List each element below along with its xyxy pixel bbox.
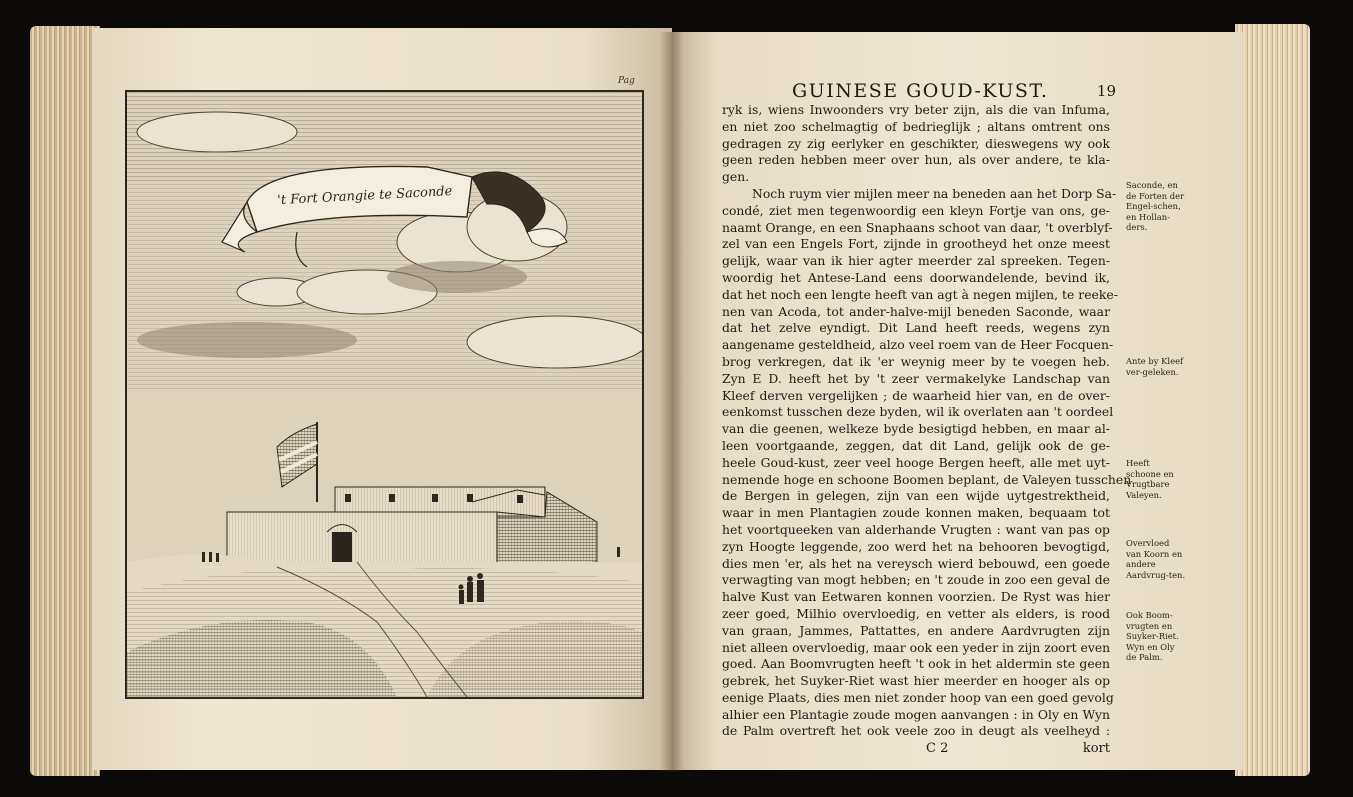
text-line: eenkomst tusschen deze byden, wil ik overlaten aan 't oordeel [722, 404, 1114, 420]
text-line: dies men 'er, als het na vereysch wierd bebouwd, een goede [722, 555, 1110, 571]
right-page-text [722, 80, 1132, 761]
page-footer [722, 741, 1110, 761]
text-line: brog verkregen, dat ik 'er weynig meer by te voegen heb. [722, 353, 1110, 369]
margin-note: Saconde, en de Forten der Engel-schen, en Hollan-ders. [1126, 180, 1185, 233]
text-line: van die geenen, welkeze byde besigtigd hebben, en maar al- [722, 421, 1110, 437]
text-line: gebrek, het Suyker-Riet wast hier meerder en hooger als op [722, 673, 1110, 689]
text-line: heele Goud-kust, zeer veel hooge Bergen heeft, alle met uyt- [722, 454, 1110, 470]
text-line: Noch ruym vier mijlen meer na beneden aan het Dorp Sa- [752, 185, 1117, 201]
margin-note: Ante by Kleef ver-geleken. [1126, 356, 1184, 377]
text-line: verwagting van mogt hebben; en 't zoude in zoo een geval de [722, 572, 1110, 588]
text-line: zeer goed, Milhio overvloedig, en vetter als elders, is rood [722, 605, 1110, 621]
banner-text: 't Fort Orangie te Saconde [276, 184, 453, 209]
margin-note: Overvloed van Koorn en andere Aardvrug-ten. [1126, 538, 1186, 580]
text-line: naamt Orange, en een Snaphaans schoot van daar, 't overblyf- [722, 219, 1113, 235]
text-line: nemende hoge en schoone Boomen beplant, de Valeyen tusschen [722, 471, 1132, 487]
margin-note: Ook Boom-vrugten en Suyker-Riet. Wyn en Oly de Palm. [1126, 610, 1179, 663]
text-line: ryk is, wiens Inwoonders vry beter zijn, als die van Infuma, [722, 102, 1110, 117]
text-line: en niet zoo schelmagtig of bedrieglijk ; altans omtrent ons [722, 118, 1110, 134]
text-line: nen van Acoda, tot ander-halve-mijl beneden Saconde, waar [722, 303, 1110, 319]
margin-note: Heeft schoone en Vrugtbare Valeyen. [1126, 458, 1174, 500]
page-number: 19 [1096, 82, 1116, 100]
text-line: leen voortgaande, zeggen, dat dit Land, gelijk ook de ge- [722, 437, 1110, 453]
text-line: aangename gesteldheid, alzo veel roem van de Heer Focquen- [722, 337, 1114, 353]
text-line: dat het noch een lengte heeft van agt à negen mijlen, te reeke- [722, 286, 1118, 302]
text-line: niet alleen overvloedig, maar ook een yeder in zijn zoort even [722, 639, 1111, 655]
engraving-plate [125, 90, 644, 699]
running-head: GUINESE GOUD-KUST. [792, 80, 1049, 102]
text-line: dat het zelve eyndigt. Dit Land heeft reeds, wegens zyn [722, 320, 1110, 336]
text-line: Kleef derven vergelijken ; de waarheid hier van, en de over- [722, 387, 1110, 403]
text-line: condé, ziet men tegenwoordig een kleyn Fortje van ons, ge- [722, 202, 1110, 218]
text-line: zel van een Engels Fort, zijnde in grootheyd het onze meest [722, 236, 1110, 252]
plate-page-tag: Pag [618, 76, 635, 86]
text-line: woordig het Antese-Land eens doorwandelende, bevind ik, [722, 269, 1110, 285]
text-line: waar in men Plantagien zoude konnen maken, bequaam tot [722, 505, 1110, 521]
signature-mark: C 2 [926, 741, 949, 757]
text-line: zyn Hoogte leggende, zoo werd het na behooren bevogtigd, [722, 538, 1110, 554]
text-line: halve Kust van Eetwaren konnen voorzien. De Ryst was hier [722, 589, 1110, 605]
left-page-edges [30, 26, 100, 776]
text-line: het voortqueeken van alderhande Vrugten : want van pas op [722, 521, 1110, 537]
text-line: gedragen zy zig eerlyker en geschikter, dieswegens wy ook [722, 135, 1110, 151]
text-line: eenige Plaats, dies men niet zonder hoop van een goed gevolg [722, 689, 1114, 705]
fort-engraving-illustration [127, 92, 642, 697]
catchword: kort [1082, 741, 1110, 757]
right-page-edges [1235, 24, 1310, 776]
text-line: de Bergen in gelegen, zijn van een wijde uytgestrektheid, [722, 488, 1110, 504]
text-line: gen. [722, 169, 750, 185]
text-line: Zyn E D. heeft het by 't zeer vermakelyke Landschap van [722, 370, 1110, 386]
text-line: de Palm overtreft het ook veele zoo in deugt als veelheyd : [722, 723, 1110, 739]
text-line: goed. Aan Boomvrugten heeft 't ook in het aldermin ste geen [722, 656, 1110, 672]
text-line: alhier een Plantagie zoude mogen aanvangen : in Oly en Wyn [722, 706, 1110, 722]
text-line: van graan, Jammes, Pattattes, en andere Aardvrugten zijn [722, 622, 1110, 638]
text-body [722, 102, 1132, 740]
text-line: geen reden hebben meer over hun, als over andere, te kla- [722, 152, 1110, 168]
running-header [722, 80, 1116, 102]
book-gutter [660, 32, 684, 772]
text-line: gelijk, waar van ik hier agter meerder zal spreeken. Tegen- [722, 253, 1110, 269]
